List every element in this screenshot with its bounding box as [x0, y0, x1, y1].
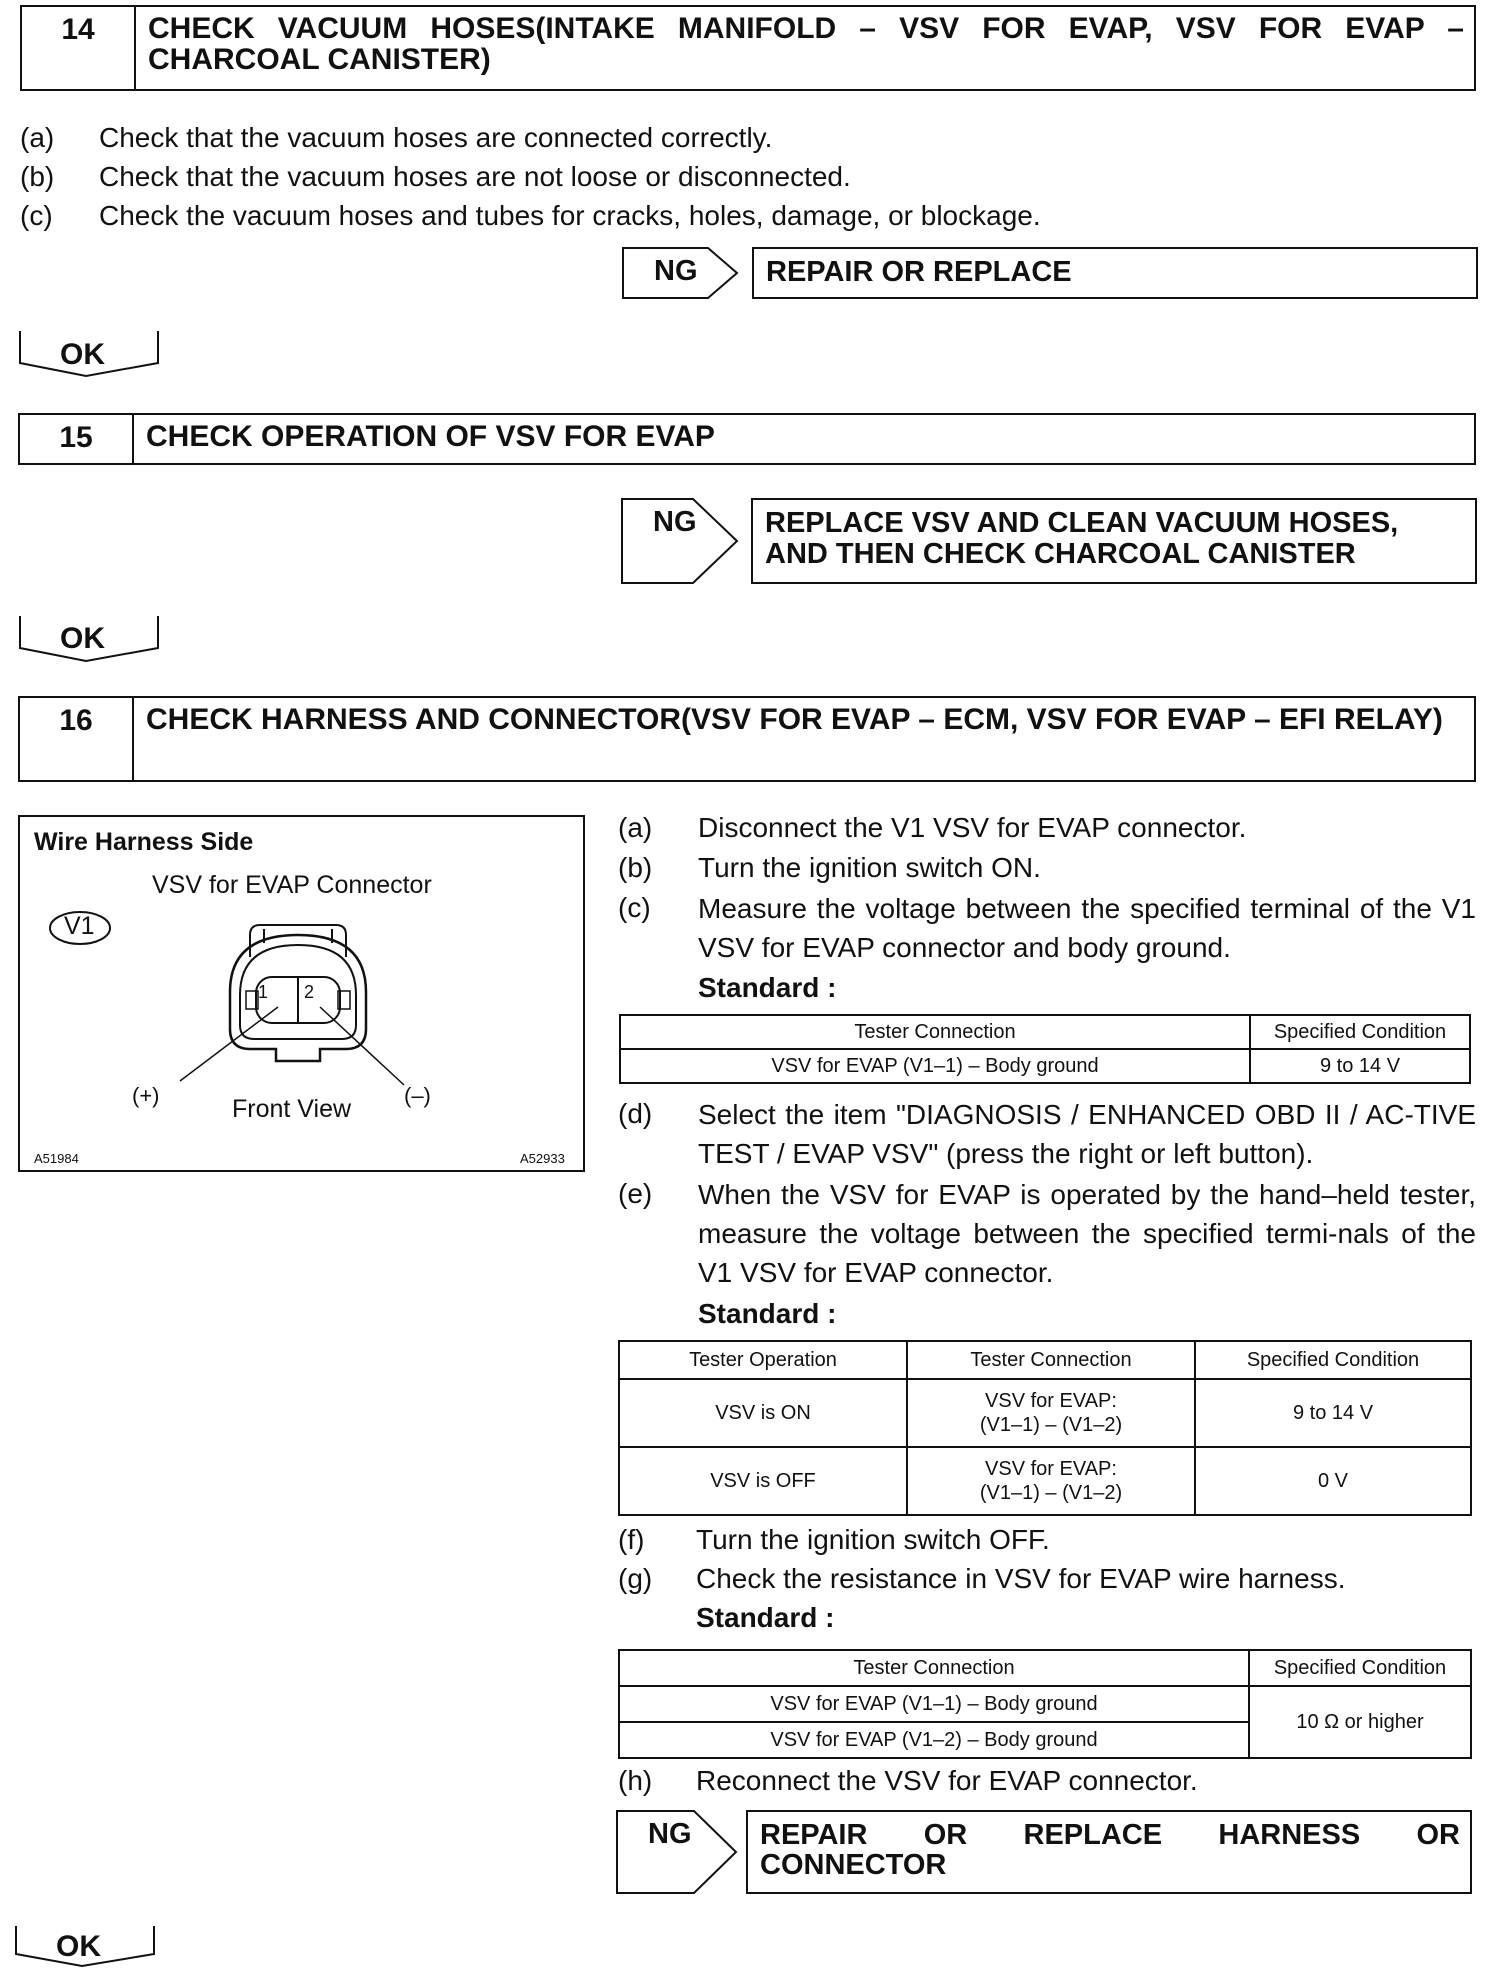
table-cell: 9 to 14 V — [1195, 1379, 1471, 1447]
ok-label: OK — [60, 622, 105, 655]
ok-label: OK — [56, 1930, 101, 1963]
plus-terminal-label: (+) — [132, 1083, 160, 1108]
step-title: CHECK HARNESS AND CONNECTOR(VSV FOR EVAP – ECM, VSV FOR EVAP – EFI RELAY) — [146, 703, 1443, 736]
connector-id: V1 — [64, 912, 95, 940]
ng-branch — [621, 498, 1477, 584]
figure-code: A52933 — [520, 1151, 565, 1166]
ng-action-box — [751, 498, 1477, 584]
ng-action-text: REPAIR OR REPLACE — [766, 256, 1072, 288]
table-cell: VSV for EVAP (V1–1) – Body ground — [620, 1049, 1250, 1083]
list-item: (b) Check that the vacuum hoses are not loose or disconnected. — [20, 161, 851, 192]
step-title: CHECK OPERATION OF VSV FOR EVAP — [146, 420, 715, 453]
view-label: Front View — [232, 1095, 352, 1123]
step-title: CHECK VACUUM HOSES(INTAKE MANIFOLD – VSV FOR EVAP, VSV FOR EVAP – CHARCOAL CANISTER) — [148, 12, 1464, 76]
list-item: (a) Disconnect the V1 VSV for EVAP connector. — [618, 812, 1247, 843]
step-16-header — [18, 696, 1476, 782]
ok-label: OK — [60, 338, 105, 371]
connector-figure — [18, 815, 585, 1172]
list-item: (h) Reconnect the VSV for EVAP connector. — [618, 1765, 1198, 1796]
ng-action-line: REPLACE VSV AND CLEAN VACUUM HOSES, — [765, 507, 1399, 539]
list-item: (a) Check that the vacuum hoses are connected correctly. — [20, 122, 773, 153]
list-item: (f) Turn the ignition switch OFF. — [618, 1524, 1050, 1555]
figure-heading: Wire Harness Side — [34, 828, 254, 856]
step-number: 14 — [22, 7, 136, 89]
table-cell: VSV is ON — [619, 1379, 907, 1447]
table-header: Specified Condition — [1250, 1015, 1470, 1049]
table-row — [619, 1686, 1471, 1722]
table-row — [619, 1379, 1471, 1447]
list-item: (g) Check the resistance in VSV for EVAP wire harness. — [618, 1563, 1346, 1594]
connector-name: VSV for EVAP Connector — [152, 871, 432, 899]
list-item: (e) When the VSV for EVAP is operated by the hand–held tester, measure the voltage between the specified termi-nals of the V1 VSV for EVAP connector. — [618, 1178, 1476, 1288]
ng-action-line: AND THEN CHECK CHARCOAL CANISTER — [765, 538, 1356, 570]
ng-branch — [616, 1810, 1472, 1894]
table-header: Specified Condition — [1195, 1341, 1471, 1379]
ng-action-box — [746, 1810, 1472, 1894]
table-header: Tester Operation — [619, 1341, 907, 1379]
ng-label: NG — [654, 255, 698, 287]
spec-table-2 — [618, 1340, 1472, 1516]
table-row — [620, 1049, 1470, 1083]
ng-label: NG — [653, 506, 697, 538]
table-cell: VSV for EVAP (V1–1) – Body ground — [619, 1686, 1249, 1722]
step-15-header — [18, 413, 1476, 465]
standard-label: Standard : — [698, 972, 837, 1003]
step-number: 15 — [20, 415, 134, 463]
ng-action-line: CONNECTOR — [760, 1849, 947, 1881]
table-cell: VSV is OFF — [619, 1447, 907, 1515]
list-item: (c) Measure the voltage between the specified terminal of the V1 VSV for EVAP connector and body ground. — [618, 892, 1476, 963]
standard-label: Standard : — [698, 1298, 837, 1329]
table-header: Specified Condition — [1249, 1650, 1471, 1686]
table-row — [619, 1447, 1471, 1515]
table-cell: VSV for EVAP (V1–2) – Body ground — [619, 1722, 1249, 1758]
ng-action-box — [752, 247, 1478, 299]
table-header: Tester Connection — [619, 1650, 1249, 1686]
ng-action-line: REPAIR OR REPLACE HARNESS OR — [760, 1819, 1460, 1851]
spec-table-1 — [619, 1014, 1471, 1084]
table-cell: 9 to 14 V — [1250, 1049, 1470, 1083]
step-number: 16 — [20, 698, 134, 780]
table-cell: VSV for EVAP: (V1–1) – (V1–2) — [907, 1447, 1195, 1515]
ng-branch — [622, 247, 1478, 299]
pin-1-label: 1 — [258, 982, 269, 1002]
table-header: Tester Connection — [907, 1341, 1195, 1379]
spec-table-3 — [618, 1649, 1472, 1759]
list-item: (b) Turn the ignition switch ON. — [618, 852, 1041, 883]
standard-label: Standard : — [696, 1602, 835, 1633]
pin-2-label: 2 — [304, 982, 315, 1002]
table-cell: 10 Ω or higher — [1249, 1686, 1471, 1758]
table-cell: 0 V — [1195, 1447, 1471, 1515]
list-item: (c) Check the vacuum hoses and tubes for cracks, holes, damage, or blockage. — [20, 200, 1041, 231]
step-14-header — [20, 5, 1476, 91]
figure-code: A51984 — [34, 1151, 79, 1166]
table-header: Tester Connection — [620, 1015, 1250, 1049]
minus-terminal-label: (–) — [404, 1083, 431, 1108]
list-item: (d) Select the item "DIAGNOSIS / ENHANCED OBD II / AC-TIVE TEST / EVAP VSV" (press the right or left button). — [618, 1098, 1476, 1169]
ng-label: NG — [648, 1818, 692, 1850]
table-cell: VSV for EVAP: (V1–1) – (V1–2) — [907, 1379, 1195, 1447]
